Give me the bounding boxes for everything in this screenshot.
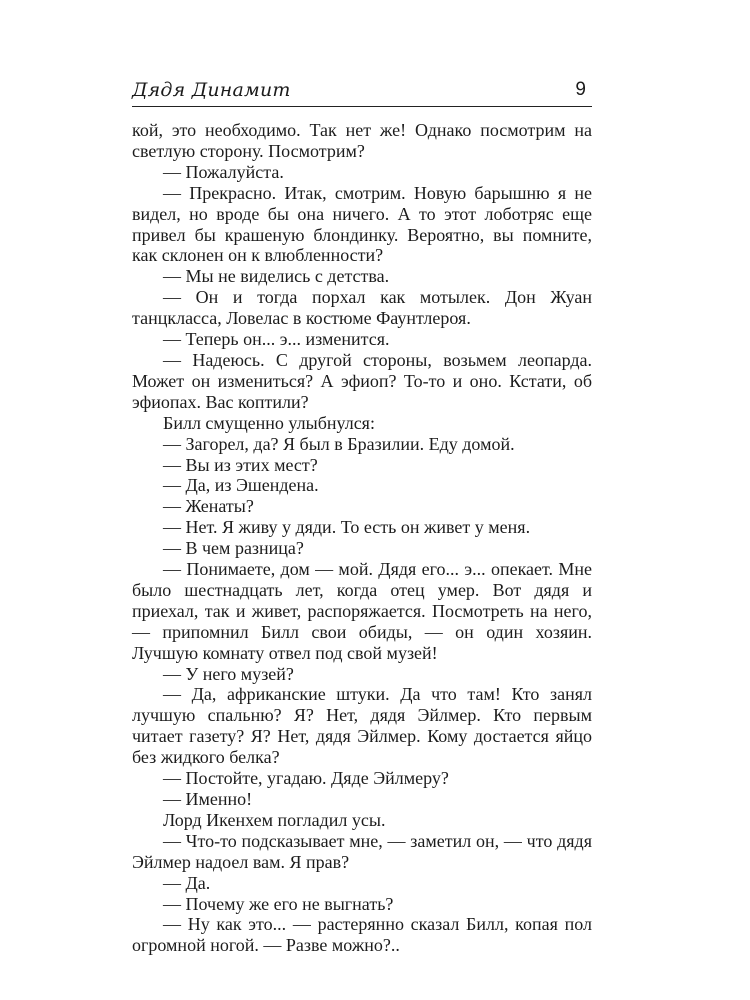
body-text xyxy=(132,120,592,956)
running-header xyxy=(132,78,592,104)
paragraph: — Он и тогда порхал как мотылек. Дон Жуан танцкласса, Ловелас в костюме Фаунтлероя. xyxy=(132,287,592,329)
page-number: 9 xyxy=(575,79,586,100)
paragraph: — Женаты? xyxy=(163,496,254,517)
paragraph: — Вы из этих мест? xyxy=(163,454,318,475)
running-title: Дядя Динамит xyxy=(132,79,291,101)
paragraph: — Ну как это... — растерянно сказал Билл, копая пол огромной ногой. — Разве можно?.. xyxy=(132,914,592,956)
paragraph: — У него музей? xyxy=(163,663,294,684)
paragraph: — Именно! xyxy=(163,789,253,809)
paragraph: — Что-то подсказывает мне, — заметил он, — что дядя Эйлмер надоел вам. Я прав? xyxy=(132,830,592,872)
paragraph: — Почему же его не выгнать? xyxy=(163,893,394,914)
paragraph: — Надеюсь. С другой стороны, возьмем леопарда. Может он измениться? А эфиоп? То-то и оно. Кстати, об эфиопах. Вас коптили? xyxy=(132,349,592,412)
paragraph: — Теперь он... э... изменится. xyxy=(163,329,390,350)
paragraph: — Понимаете, дом — мой. Дядя его... э... опекает. Мне было шестнадцать лет, когда отец умер. Вот дядя и приехал, так и живет, распоряжается. Посмотреть на него, — припомнил Билл свои обиды, — он один хозяин. Лучшую комнату отвел под свой музей! xyxy=(132,559,592,663)
paragraph: Билл смущенно улыбнулся: xyxy=(163,412,375,433)
paragraph: — В чем разница? xyxy=(163,538,304,559)
paragraph: кой, это необходимо. Так нет же! Однако посмотрим на светлую сторону. Посмотрим? xyxy=(132,120,592,161)
paragraph: — Пожалуйста. xyxy=(163,161,284,182)
paragraph: — Да. xyxy=(163,872,211,893)
paragraph: — Нет. Я живу у дяди. То есть он живет у меня. xyxy=(163,517,531,538)
paragraph: — Мы не виделись с детства. xyxy=(163,266,390,287)
paragraph: — Прекрасно. Итак, смотрим. Новую барышню я не видел, но вроде бы она ничего. А то этот лоботряс еще привел бы крашеную блондинку. Вероятно, вы помните, как склонен он к влюбленности? xyxy=(132,182,592,266)
paragraph: — Да, из Эшендена. xyxy=(163,475,319,496)
paragraph: — Загорел, да? Я был в Бразилии. Еду домой. xyxy=(163,433,515,454)
paragraph: — Да, африканские штуки. Да что там! Кто занял лучшую спальню? Я? Нет, дядя Эйлмер. Кто первым читает газету? Я? Нет, дядя Эйлмер. Кому достается яйцо без жидкого белка? xyxy=(132,684,592,768)
paragraph: — Постойте, угадаю. Дяде Эйлмеру? xyxy=(163,768,449,789)
paragraph: Лорд Икенхем погладил усы. xyxy=(163,809,386,830)
header-rule xyxy=(132,106,592,107)
